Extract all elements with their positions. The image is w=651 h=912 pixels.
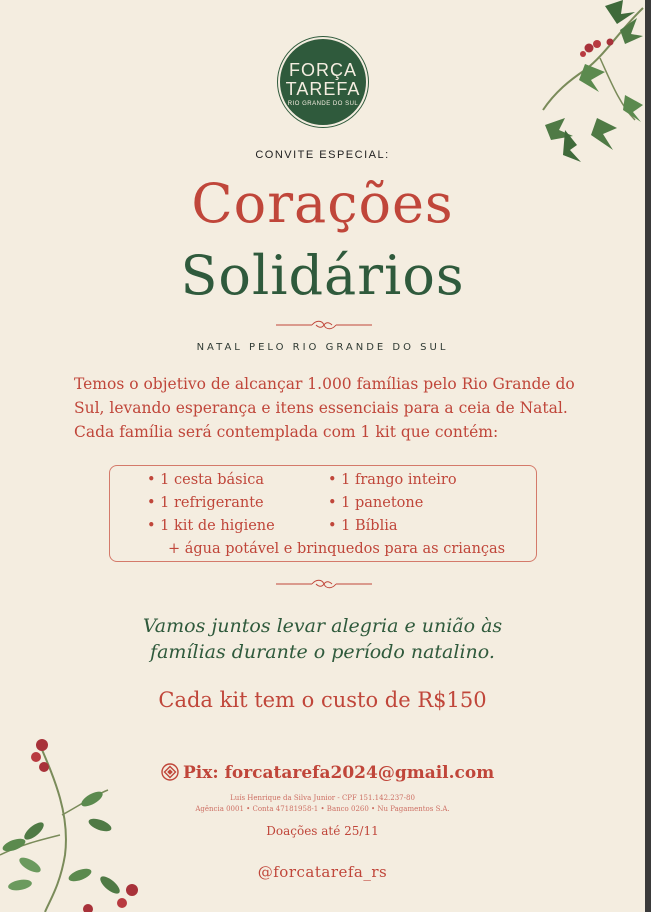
intro-line: Sul, levando esperança e itens essenciais para a ceia de Natal.	[74, 399, 568, 417]
pix-key[interactable]	[161, 761, 494, 785]
subtitle: NATAL PELO RIO GRANDE DO SUL	[196, 342, 449, 353]
title-line-2: Solidários	[180, 244, 465, 307]
logo-line-1: FORÇA	[289, 60, 357, 80]
kit-item: • 1 Bíblia	[328, 518, 398, 534]
ornament-divider-bottom	[276, 578, 372, 590]
logo-line-2: TAREFA	[285, 79, 361, 99]
title-line-1: Corações	[191, 172, 454, 235]
intro-line: Temos o objetivo de alcançar 1.000 famílias pelo Rio Grande do	[74, 375, 575, 393]
intro-paragraph	[74, 372, 584, 444]
kit-item: • 1 refrigerante	[147, 495, 264, 511]
donation-deadline: Doações até 25/11	[266, 824, 379, 838]
kit-item: • 1 kit de higiene	[147, 518, 275, 534]
kit-item: • 1 frango inteiro	[328, 472, 457, 488]
pix-icon	[161, 763, 179, 781]
ornament-divider-top	[276, 319, 372, 331]
logo-line-3: RIO GRANDE DO SUL	[287, 101, 359, 107]
tagline-line-2: famílias durante o período natalino.	[150, 641, 495, 663]
page-edge	[645, 0, 651, 912]
intro-line: Cada família será contemplada com 1 kit que contém:	[74, 423, 499, 441]
tagline	[0, 613, 645, 665]
tagline-line-1: Vamos juntos levar alegria e união às	[142, 615, 503, 637]
bank-holder: Luís Henrique da Silva Junior - CPF 151.142.237-80	[230, 794, 415, 802]
kit-cost: Cada kit tem o custo de R$150	[158, 688, 487, 712]
kit-extra: + água potável e brinquedos para as crianças	[168, 541, 506, 557]
pix-label: Pix: forcatarefa2024@gmail.com	[183, 763, 495, 783]
invite-heading: CONVITE ESPECIAL:	[255, 149, 390, 161]
holly-branch-top-right	[525, 0, 645, 170]
kit-item: • 1 cesta básica	[147, 472, 264, 488]
forca-tarefa-logo	[278, 37, 368, 127]
instagram-handle[interactable]: @forcatarefa_rs	[257, 863, 388, 881]
bank-account: Agência 0001 • Conta 47181958-1 • Banco 0260 • Nu Pagamentos S.A.	[195, 805, 450, 813]
kit-item: • 1 panetone	[328, 495, 424, 511]
